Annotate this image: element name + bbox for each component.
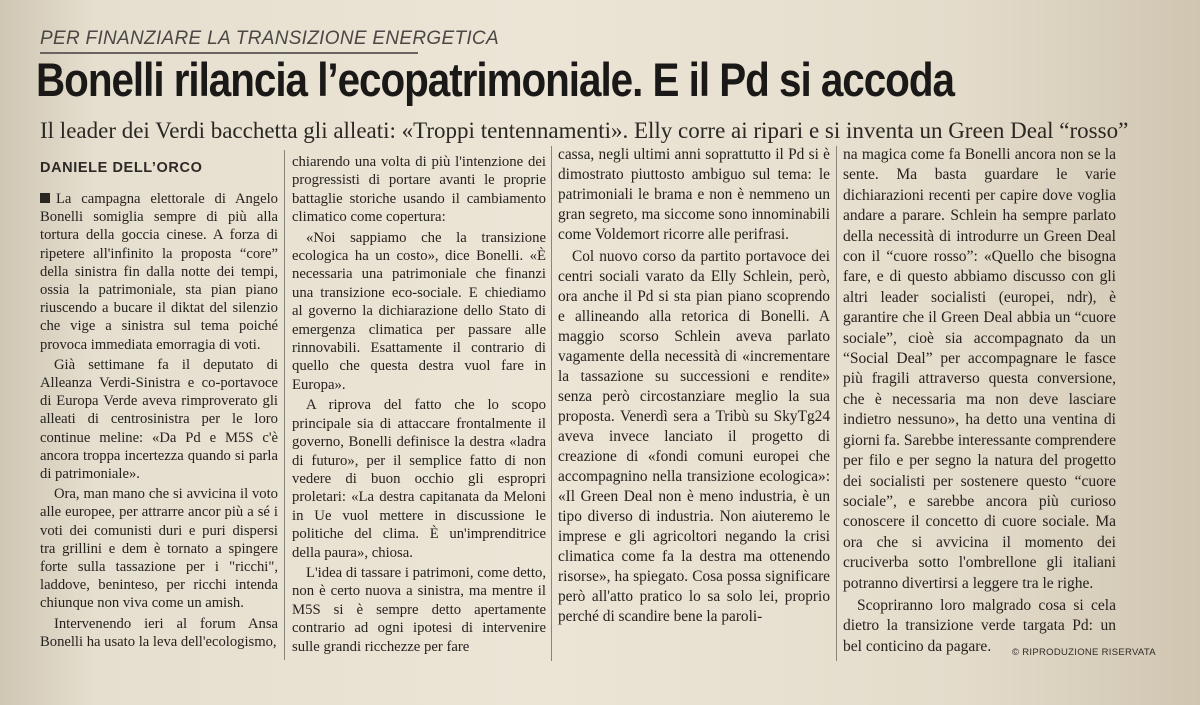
paragraph: Già settimane fa il deputato di Alleanza Verdi-Sinistra e co-portavoce di Europa Verde aveva rimproverato gli alleati di centrosinistra per le loro continue meline: «Da Pd e M5S c'è ancora troppa incertezza quando si parla di patrimoniale». — [40, 356, 278, 483]
article-subtitle: Il leader dei Verdi bacchetta gli alleati: «Troppi tentennamenti». Elly corre ai ripari e si inventa un Green Deal “rosso” — [40, 118, 1129, 143]
paragraph-text: La campagna elettorale di Angelo Bonelli somiglia sempre di più alla tortura della goccia cinese. A forza di ripetere all'infinito la proposta “core” della sinistra fin dalla notte dei tempi, ossia la patrimoniale, sta pian piano riuscendo a bucare il diktat del silenzio che vige a sinistra sul tema poiché provoca immediata emorragia di voti. — [40, 191, 278, 353]
paragraph: Ora, man mano che si avvicina il voto alle europee, per attrarre ancor più a sé i voti dei comunisti duri e puri dispersi tra grillini e dem è tornato a spingere forte sulla tassazione per i "ricchi", laddove, beninteso, per ricchi intenda chiunque non viva come un amish. — [40, 486, 278, 612]
paragraph: Intervenendo ieri al forum Ansa Bonelli ha usato la leva dell'ecologismo, — [40, 615, 278, 650]
paragraph: na magica come fa Bonelli ancora non se la sente. Ma basta guardare le varie dichiarazioni recenti per capire dove voglia andare a parare. Schlein ha sempre parlato della necessità di introdurre un Green Deal con il “cuore rosso”: «Quello che bisogna fare, e di questo abbiamo discusso con gli altri leader socialisti (europei, ndr), è garantire che il Green Deal abbia un “cuore sociale”, cioè sia accompagnato da un “Social Deal” per accompagnare le fasce più fragili attraverso questa conversione, che è necessaria ma non deve lasciare indietro nessuno», ha detto una ventina di giorni fa. Sarebbe interessante comprendere per filo e per segno la natura del progetto dei socialisti per sostenere questo “cuore sociale”, e sarebbe ancora più curioso conoscere il concetto di cuore sociale. Ma ora che si avvicina il momento dei cruciverba sotto l'ombrellone gli italiani potranno divertirsi a leggere tra le righe. — [843, 146, 1116, 592]
paragraph: Col nuovo corso da partito portavoce dei centri sociali varato da Elly Schlein, però, ora anche il Pd si sta pian piano scoprendo e allineando alla retorica di Bonelli. A maggio scorso Schlein aveva parlato vagamente della necessità di «incrementare la tassazione su successioni e rendite» senza però circostanziare meglio la sua proposta. Venerdì sera a Tribù su SkyTg24 aveva invece lanciato il progetto di creazione di «fondi comuni europei che accompagnino nella transizione ecologica»: «Il Green Deal non è meno industria, è un tipo diverso di industria. Non aiuteremo le imprese e gli agricoltori negando la crisi climatica come fa la destra ma ottenendo risorse», ha spiegato. Cosa possa significare però all'atto pratico lo sa solo lei, proprio perché di scandire bene la paroli- — [558, 248, 830, 625]
column-divider — [551, 146, 552, 661]
paragraph: A riprova del fatto che lo scopo principale sia di attaccare frontalmente il governo, Bonelli definisce la destra «ladra di futuro», per il semplice fatto di non vedere di buon occhio gli espropri proletari: «La destra capitanata da Meloni in Ue vuol mettere in discussione le politiche del clima. È un'imprenditrice della paura», chiosa. — [292, 397, 546, 561]
paragraph: chiarendo una volta di più l'intenzione dei progressisti di portare avanti le proprie battaglie storiche usando il cambiamento climatico come copertura: — [292, 154, 546, 226]
paragraph: Scopriranno loro malgrado cosa si cela dietro la transizione verde targata Pd: un bel conticino da pagare. — [843, 596, 1116, 655]
paragraph: L'idea di tassare i patrimoni, come detto, non è certo nuova a sinistra, ma mentre il M5S si è sempre detto apertamente contrario ad ogni ipotesi di intervenire sulle grandi ricchezze per fare — [292, 564, 546, 655]
copyright-notice: © RIPRODUZIONE RISERVATA — [1012, 647, 1156, 658]
lead-square-icon — [40, 193, 50, 203]
text-column-3 — [558, 145, 830, 629]
paragraph: «Noi sappiamo che la transizione ecologica ha un costo», dice Bonelli. «È necessaria una patrimoniale che finanzi una transizione eco-sociale. E chiediamo al governo la dichiarazione dello Stato di emergenza climatica per passare alle rinnovabili. Esattamente il contrario di quello che questa destra vuol fare in Europa». — [292, 229, 546, 393]
paragraph — [40, 190, 278, 354]
article-kicker: PER FINANZIARE LA TRANSIZIONE ENERGETICA — [40, 28, 499, 49]
article-byline: DANIELE DELL’ORCO — [40, 160, 203, 176]
column-divider — [836, 146, 837, 661]
text-column-1 — [40, 190, 278, 653]
text-column-4 — [843, 145, 1116, 659]
paragraph: cassa, negli ultimi anni soprattutto il Pd si è dimostrato piuttosto ambiguo sul tema: le patrimoniali le brama e non è nemmeno un gran segreto, ma siccome sono innominabili come Voldemort ricorre alle perifrasi. — [558, 146, 830, 243]
text-column-2 — [292, 153, 546, 658]
column-divider — [284, 150, 285, 660]
article-headline: Bonelli rilancia l’ecopatrimoniale. E il Pd si accoda — [36, 53, 954, 106]
